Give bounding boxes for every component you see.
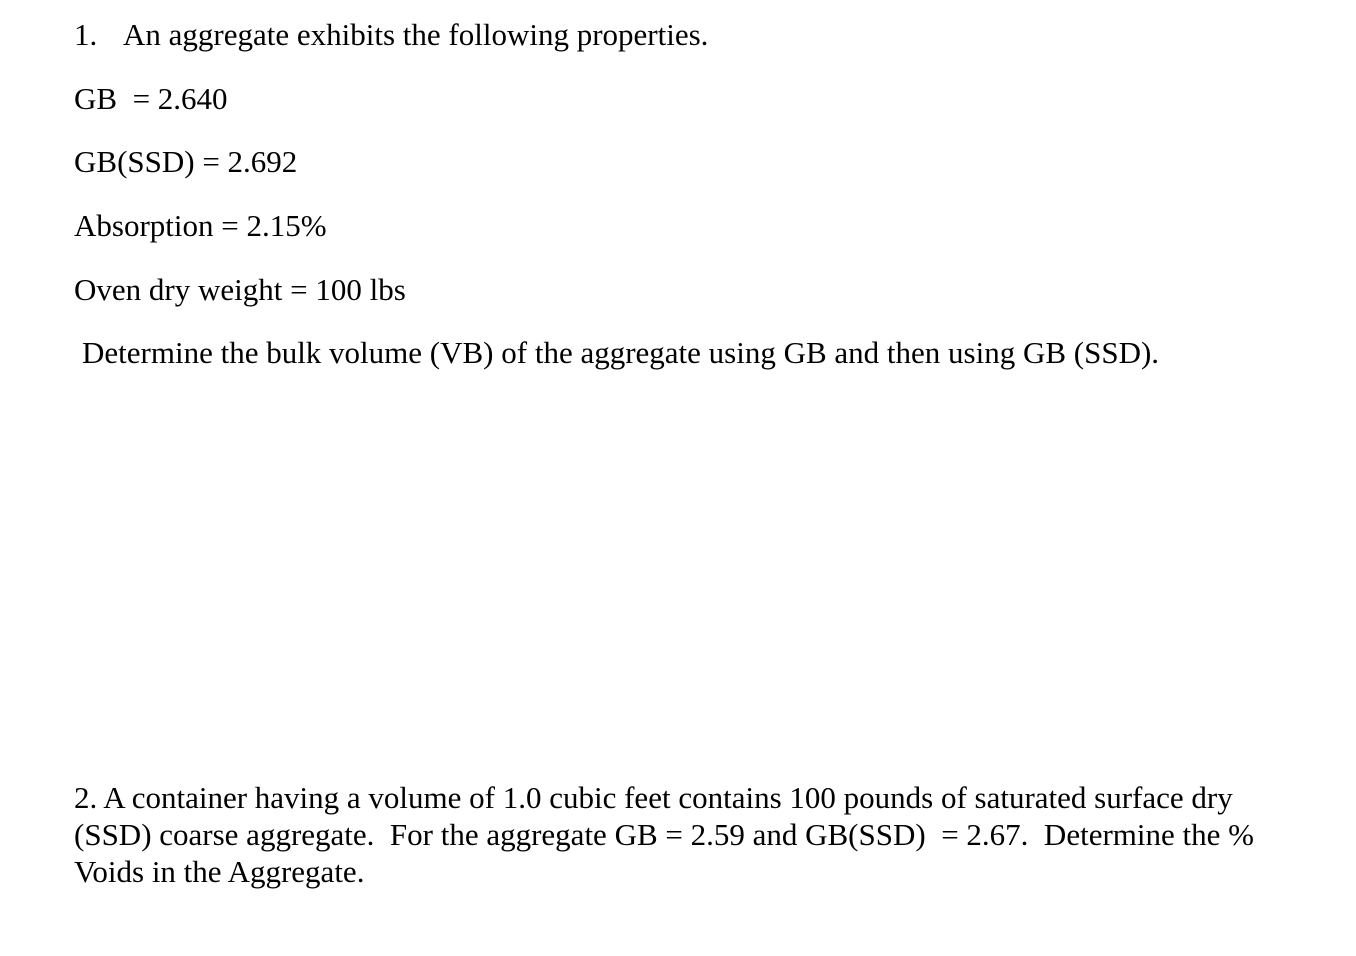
question-2-line-1: 2. A container having a volume of 1.0 cubic feet contains 100 pounds of saturated surface dry: [74, 780, 1233, 815]
question-2-line-2: (SSD) coarse aggregate. For the aggregate GB = 2.59 and GB(SSD) = 2.67. Determine the %: [74, 817, 1254, 852]
property-gb-ssd: GB(SSD) = 2.692: [74, 144, 298, 179]
question-1-heading: [74, 17, 708, 53]
property-gb: GB = 2.640: [74, 81, 228, 116]
property-absorption: Absorption = 2.15%: [74, 208, 327, 243]
question-2-line-3: Voids in the Aggregate.: [74, 854, 365, 889]
property-oven-dry-weight: Oven dry weight = 100 lbs: [74, 272, 406, 307]
question-1-intro: An aggregate exhibits the following properties.: [123, 17, 709, 52]
question-1-task: Determine the bulk volume (VB) of the aggregate using GB and then using GB (SSD).: [82, 335, 1160, 370]
question-1-number: 1.: [74, 17, 98, 52]
question-2: [74, 779, 1314, 890]
